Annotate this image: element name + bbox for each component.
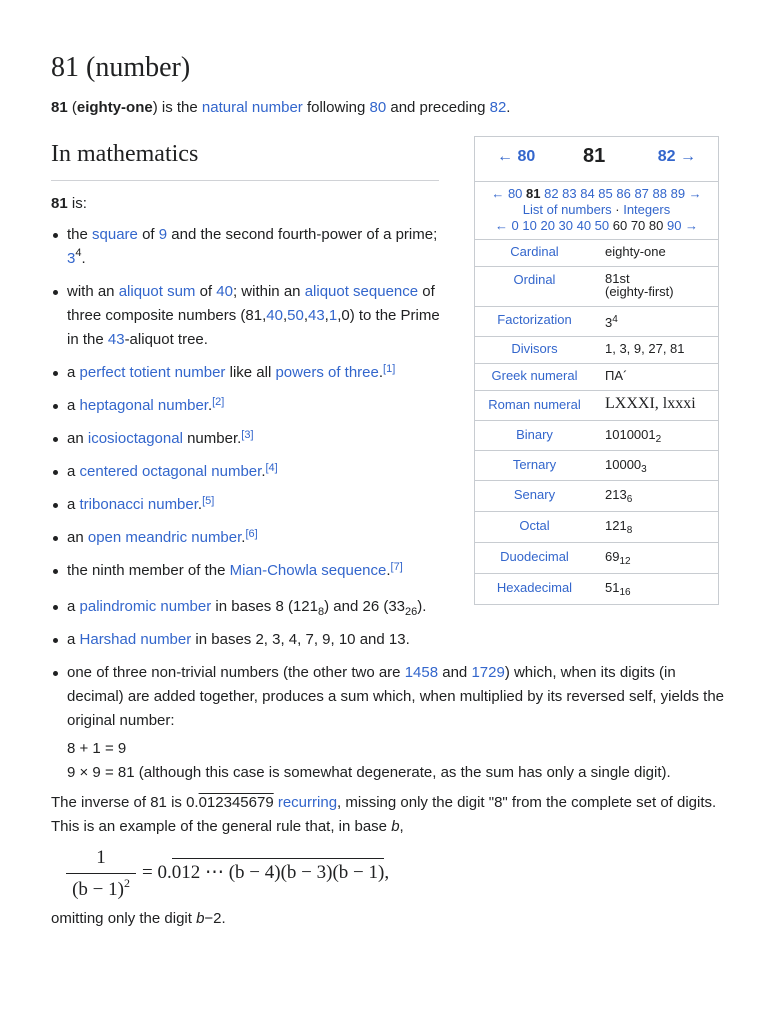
para-text: The inverse of 81 is 0. bbox=[51, 794, 199, 811]
fact-text: ). bbox=[417, 598, 427, 615]
link-50[interactable]: 50 bbox=[287, 307, 304, 324]
greek-numeral-label[interactable]: Greek numeral bbox=[491, 368, 578, 383]
fact-text: of bbox=[137, 226, 159, 243]
equation-line: 9 × 9 = 81 (although this case is somewhat degenerate, as the sum has only a single digit). bbox=[67, 764, 671, 781]
ternary-digits: 10000 bbox=[605, 457, 642, 472]
intro-bold-name: eighty-one bbox=[76, 99, 153, 116]
numerator: 1 bbox=[96, 847, 106, 868]
fact-text: , bbox=[303, 307, 308, 324]
link-43[interactable]: 43 bbox=[107, 331, 125, 348]
base-subscript: 16 bbox=[619, 587, 631, 598]
icosioctagonal-link[interactable]: icosioctagonal bbox=[87, 430, 183, 447]
centered-octagonal-link[interactable]: centered octagonal number bbox=[79, 463, 262, 480]
fact-text: and the second fourth-power of a prime; bbox=[167, 226, 438, 243]
number-infobox bbox=[474, 136, 719, 605]
fraction bbox=[66, 844, 136, 903]
palindromic-number-link[interactable]: palindromic number bbox=[79, 598, 212, 615]
fact-text: ,0) to the Prime in the bbox=[67, 307, 440, 348]
exponent: 4 bbox=[75, 247, 82, 259]
fact-text: . bbox=[81, 250, 86, 267]
factor-exponent: 4 bbox=[612, 314, 618, 325]
fact-text: . bbox=[378, 364, 384, 381]
fact-text: in bases 8 (121 bbox=[211, 598, 318, 615]
omit-line bbox=[51, 907, 226, 931]
fact-text: . bbox=[207, 397, 213, 414]
fact-text: of bbox=[195, 283, 217, 300]
mian-chowla-link[interactable]: Mian-Chowla sequence bbox=[229, 562, 387, 579]
greek-numeral-value: ΠΑ´ bbox=[605, 368, 628, 383]
ordinal-value-main: 81st bbox=[605, 271, 630, 286]
list-item bbox=[67, 361, 447, 385]
senary-digits: 213 bbox=[605, 487, 627, 502]
list-item bbox=[67, 559, 447, 583]
integers-link[interactable]: Integers bbox=[623, 202, 671, 217]
fact-text: an bbox=[67, 529, 88, 546]
is-line bbox=[51, 193, 87, 215]
infobox-row-ordinal bbox=[475, 267, 718, 307]
list-item bbox=[67, 460, 447, 484]
fact-text: in bases 2, 3, 4, 7, 9, 10 and 13. bbox=[191, 631, 410, 648]
base-variable: b bbox=[196, 910, 205, 927]
tribonacci-link[interactable]: tribonacci number bbox=[79, 496, 198, 513]
list-item bbox=[67, 526, 447, 550]
citation-link[interactable]: [4] bbox=[265, 462, 278, 474]
number-list-nav bbox=[475, 182, 718, 240]
factorization-label[interactable]: Factorization bbox=[497, 312, 572, 327]
fact-text: an bbox=[67, 430, 88, 447]
list-item bbox=[67, 427, 447, 451]
is-bold: 81 bbox=[51, 195, 68, 212]
fact-text: like all bbox=[225, 364, 276, 381]
infobox-row-cardinal bbox=[475, 240, 718, 267]
infobox-row-duodecimal bbox=[475, 543, 718, 574]
infobox-row-hexadecimal bbox=[475, 574, 718, 604]
ordinal-value bbox=[594, 267, 718, 306]
duodecimal-label[interactable]: Duodecimal bbox=[500, 549, 569, 564]
infobox-row-senary bbox=[475, 481, 718, 512]
infobox-row-octal bbox=[475, 512, 718, 543]
current-number: 81 bbox=[583, 145, 606, 167]
is-text: is: bbox=[67, 195, 87, 212]
factor-base: 3 bbox=[605, 315, 613, 330]
ternary-label[interactable]: Ternary bbox=[512, 457, 557, 472]
infobox-row-binary bbox=[475, 421, 718, 451]
base-subscript: 8 bbox=[318, 606, 325, 618]
roman-numeral-label[interactable]: Roman numeral bbox=[488, 397, 581, 412]
ordinal-label[interactable]: Ordinal bbox=[513, 272, 556, 287]
link-9[interactable]: 9 bbox=[158, 226, 168, 243]
duodecimal-value bbox=[594, 543, 718, 573]
list-item bbox=[67, 223, 447, 271]
base-subscript: 12 bbox=[619, 556, 631, 567]
fact-text: a bbox=[67, 364, 80, 381]
formula-repeating: 012 ⋯ (b − 4)(b − 3)(b − 1) bbox=[172, 858, 385, 884]
fact-text: with an bbox=[67, 283, 119, 300]
ternary-value bbox=[594, 451, 718, 480]
fact-text: . bbox=[241, 529, 246, 546]
repeating-digits: 012345679 bbox=[198, 794, 274, 811]
duodecimal-digits: 69 bbox=[605, 549, 620, 564]
binary-digits: 1010001 bbox=[605, 427, 656, 442]
list-item bbox=[67, 661, 727, 785]
powers-of-three-link[interactable]: powers of three bbox=[275, 364, 379, 381]
divisors-label[interactable]: Divisors bbox=[511, 341, 558, 356]
infobox-row-greek bbox=[475, 364, 718, 391]
link-3[interactable]: 3 bbox=[67, 250, 76, 267]
fact-text: . bbox=[197, 496, 203, 513]
heptagonal-number-link[interactable]: heptagonal number bbox=[79, 397, 208, 414]
infobox-row-roman bbox=[475, 391, 718, 421]
link-1[interactable]: 1 bbox=[328, 307, 338, 324]
section-heading-mathematics: In mathematics bbox=[51, 137, 439, 181]
infobox-row-divisors bbox=[475, 337, 718, 364]
intro-paragraph bbox=[51, 97, 731, 119]
intro-text: and preceding bbox=[386, 99, 490, 116]
open-meandric-link[interactable]: open meandric number bbox=[87, 529, 242, 546]
denominator-text: (b − 1) bbox=[72, 879, 124, 900]
decade-links[interactable]: ← 0 10 20 30 40 50 bbox=[494, 218, 613, 233]
fact-text: , bbox=[324, 307, 329, 324]
perfect-totient-link[interactable]: perfect totient number bbox=[79, 364, 226, 381]
citation-link[interactable]: [2] bbox=[212, 396, 225, 408]
hexadecimal-label[interactable]: Hexadecimal bbox=[496, 580, 573, 595]
fraction-bar bbox=[66, 873, 136, 874]
intro-text: ( bbox=[67, 99, 77, 116]
link-1729[interactable]: 1729 bbox=[471, 664, 505, 681]
octal-label[interactable]: Octal bbox=[519, 518, 550, 533]
base-subscript: 26 bbox=[405, 606, 418, 618]
fact-text: ) which, when its digits (in decimal) are added together, produces a sum which, when multiplied by its reversed self, yields the original number: bbox=[67, 664, 725, 729]
fact-text: a bbox=[67, 631, 80, 648]
natural-number-link[interactable]: natural number bbox=[201, 99, 303, 116]
intro-text: . bbox=[506, 99, 511, 116]
intro-text: ) is the bbox=[152, 99, 202, 116]
divisors-value: 1, 3, 9, 27, 81 bbox=[605, 341, 685, 356]
cardinal-value: eighty-one bbox=[605, 244, 666, 259]
harshad-number-link[interactable]: Harshad number bbox=[79, 631, 192, 648]
general-rule-formula bbox=[66, 844, 466, 906]
omit-text: omitting only the digit bbox=[51, 910, 197, 927]
fact-text: ; within an bbox=[232, 283, 305, 300]
aliquot-sum-link[interactable]: aliquot sum bbox=[118, 283, 196, 300]
fact-text: . bbox=[261, 463, 266, 480]
octal-value bbox=[594, 512, 718, 542]
citation-link[interactable]: [7] bbox=[390, 561, 403, 573]
list-item bbox=[67, 493, 447, 517]
infobox-row-factorization bbox=[475, 307, 718, 337]
link-1458[interactable]: 1458 bbox=[404, 664, 439, 681]
ordinal-value-words: (eighty-first) bbox=[605, 284, 674, 299]
recurring-link[interactable]: recurring bbox=[277, 794, 338, 811]
facts-list-continued bbox=[67, 595, 727, 794]
senary-label[interactable]: Senary bbox=[513, 487, 556, 502]
omit-text: −2. bbox=[204, 910, 226, 927]
fact-text: and bbox=[438, 664, 472, 681]
fact-text: , bbox=[282, 307, 288, 324]
hexadecimal-value bbox=[594, 574, 718, 604]
hexadecimal-digits: 51 bbox=[605, 580, 620, 595]
next-number-link[interactable]: 82 → bbox=[657, 148, 696, 165]
base-subscript: 6 bbox=[626, 494, 633, 505]
citation-link[interactable]: [3] bbox=[241, 429, 254, 441]
decade-current: 60 70 80 bbox=[612, 218, 664, 233]
fact-text: a bbox=[67, 598, 80, 615]
citation-link[interactable]: [6] bbox=[245, 528, 258, 540]
factorization-value bbox=[594, 307, 718, 336]
roman-numeral-value: LXXXI, lxxxi bbox=[605, 395, 696, 412]
formula-equals: = 0. bbox=[142, 862, 172, 883]
senary-value bbox=[594, 481, 718, 511]
nearby-numbers-links[interactable]: ← 80 bbox=[491, 186, 527, 201]
fact-text: a bbox=[67, 496, 80, 513]
binary-label[interactable]: Binary bbox=[516, 427, 553, 442]
current-number-inline: 81 bbox=[526, 186, 541, 201]
fact-text: one of three non-trivial numbers (the other two are bbox=[67, 664, 405, 681]
formula-rhs bbox=[142, 858, 389, 884]
list-of-numbers-link[interactable]: List of numbers bbox=[522, 202, 612, 217]
link-43[interactable]: 43 bbox=[307, 307, 325, 324]
base-subscript: 3 bbox=[641, 464, 647, 475]
citation-link[interactable]: [5] bbox=[202, 495, 215, 507]
link-40[interactable]: 40 bbox=[216, 283, 233, 300]
nearby-numbers-links[interactable]: 82 83 84 85 86 87 88 89 → bbox=[540, 186, 702, 201]
fact-text: -aliquot tree. bbox=[124, 331, 208, 348]
intro-text: following bbox=[302, 99, 370, 116]
fact-text: the ninth member of the bbox=[67, 562, 230, 579]
infobox-row-ternary bbox=[475, 451, 718, 481]
denominator-exponent: 2 bbox=[123, 876, 130, 890]
link-40[interactable]: 40 bbox=[266, 307, 283, 324]
fact-text: a bbox=[67, 397, 80, 414]
equation-line: 8 + 1 = 9 bbox=[67, 740, 127, 757]
page-title: 81 (number) bbox=[51, 52, 191, 83]
facts-list bbox=[67, 223, 447, 592]
fact-text: a bbox=[67, 463, 80, 480]
formula-tail: , bbox=[384, 862, 390, 883]
list-item bbox=[67, 628, 727, 652]
fact-text: the bbox=[67, 226, 93, 243]
citation-link[interactable]: [1] bbox=[383, 363, 396, 375]
fact-text: ) and 26 (33 bbox=[324, 598, 406, 615]
infobox-navigation bbox=[475, 137, 718, 182]
para-text: , missing only the digit "8" from the complete set of digits. This is an example of the general rule that, in base bbox=[51, 794, 717, 835]
inverse-paragraph bbox=[51, 791, 731, 839]
intro-bold-number: 81 bbox=[51, 99, 68, 116]
aliquot-sequence-link[interactable]: aliquot sequence bbox=[304, 283, 419, 300]
link-82[interactable]: 82 bbox=[489, 99, 507, 116]
base-subscript: 8 bbox=[626, 525, 633, 536]
fact-text: . bbox=[386, 562, 391, 579]
fact-text: number. bbox=[182, 430, 242, 447]
base-subscript: 2 bbox=[655, 434, 662, 445]
prev-number-link[interactable]: ← 80 bbox=[497, 148, 536, 165]
list-item bbox=[67, 394, 447, 418]
denominator bbox=[66, 876, 136, 903]
list-item bbox=[67, 280, 447, 352]
square-link[interactable]: square bbox=[92, 226, 138, 243]
octal-digits: 121 bbox=[605, 518, 627, 533]
cardinal-label[interactable]: Cardinal bbox=[510, 244, 559, 259]
fact-text: of three composite numbers (81, bbox=[67, 283, 435, 324]
separator-dot: · bbox=[611, 202, 624, 217]
para-text: , bbox=[399, 818, 404, 835]
binary-value bbox=[594, 421, 718, 450]
base-variable: b bbox=[391, 818, 400, 835]
link-80[interactable]: 80 bbox=[369, 99, 387, 116]
decade-links[interactable]: 90 → bbox=[663, 218, 699, 233]
